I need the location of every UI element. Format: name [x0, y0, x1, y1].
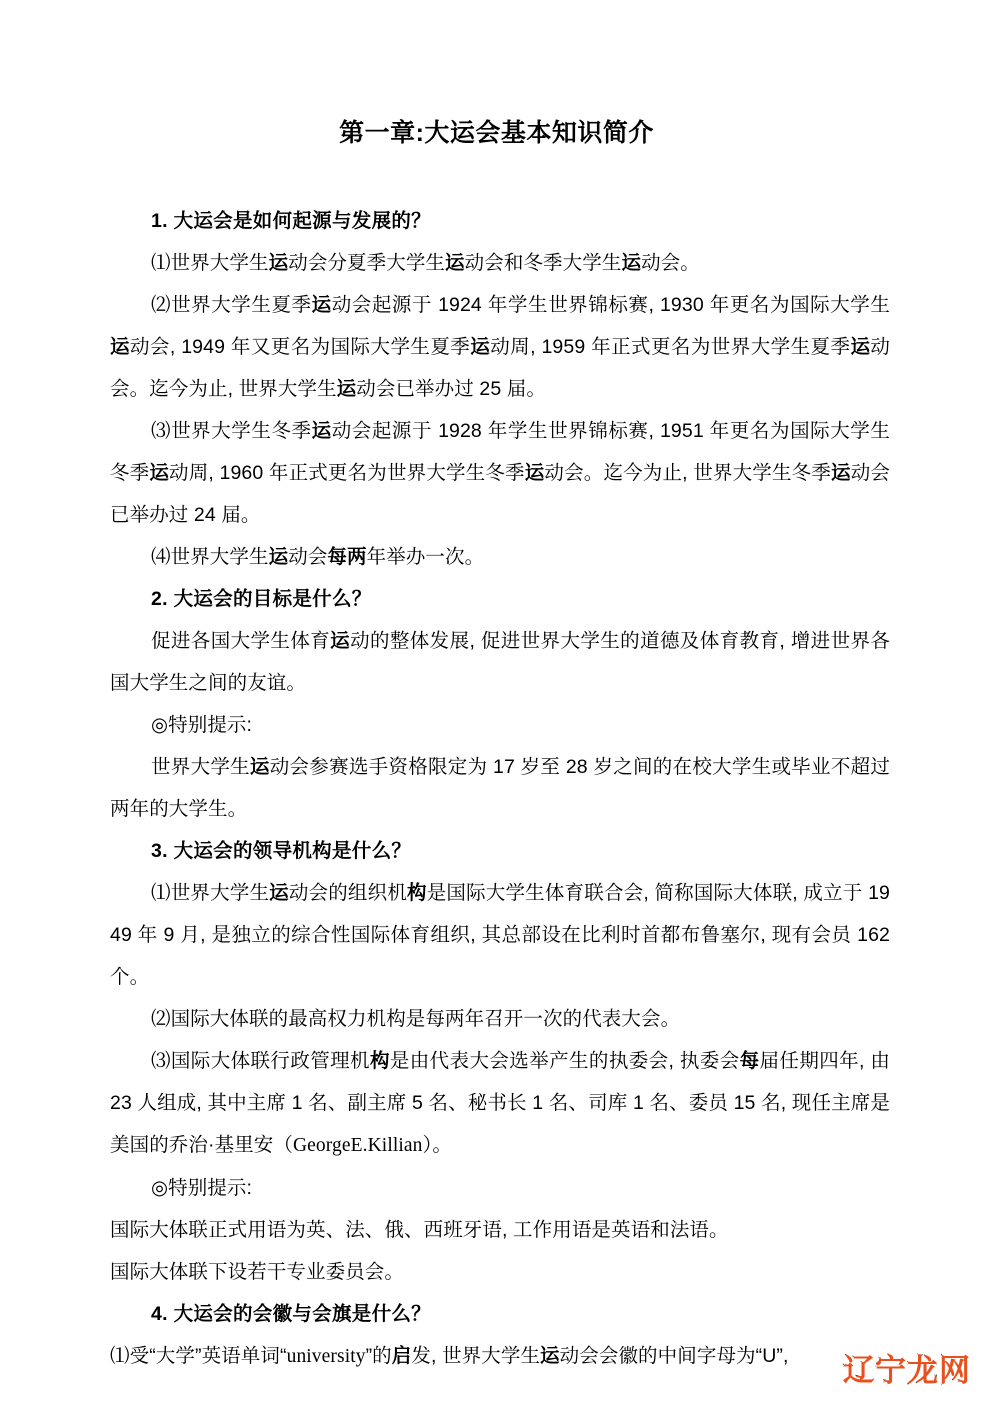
- paragraph-2-tip-1: [110, 746, 890, 830]
- site-watermark: [843, 1355, 971, 1386]
- run-emphasis: 运: [850, 336, 871, 358]
- section-heading-1-text: 1. 大运会是如何起源与发展的？: [151, 210, 431, 232]
- run-text: ⑴受“大学”英语单词“: [110, 1345, 287, 1367]
- run-text: 动周, 1959 年正式更名为世界大学生夏季: [490, 336, 851, 358]
- run-emphasis: 运: [311, 420, 332, 442]
- run-emphasis: 运: [311, 294, 332, 316]
- run-text: ⑵国际大体联的最高权力机构是每两年召开一次的代表大会。: [151, 1008, 681, 1030]
- run-text: 动会参赛选手资格限定为 17 岁至 28 岁之间的在校大学生或毕业不超过两年的大学生。: [110, 756, 890, 820]
- paragraph-2-1: [110, 620, 890, 704]
- run-text: ⑶世界大学生冬季: [151, 420, 312, 442]
- paragraph-3-2: [110, 998, 890, 1040]
- run-text: 是由代表大会选举产生的执委会, 执委会: [389, 1050, 740, 1072]
- paragraph-4-1: [110, 1335, 890, 1378]
- paragraph-1-2: [110, 284, 890, 410]
- document-body: [110, 200, 890, 1378]
- run-text: 动会的组织机: [288, 882, 408, 904]
- page-title: 第一章:大运会基本知识简介: [339, 119, 654, 147]
- run-emphasis: 运: [540, 1345, 560, 1367]
- run-text: 促进各国大学生体育: [151, 630, 331, 652]
- run-emphasis: 运: [330, 630, 351, 652]
- run-emphasis: 运: [336, 378, 357, 400]
- run-emphasis: 每两: [327, 546, 367, 568]
- run-text: ⑷世界大学生: [151, 546, 269, 568]
- run-text: 动会已举办过 24 届。: [110, 462, 890, 526]
- run-text: 国际大体联下设若干专业委员会。: [110, 1261, 405, 1283]
- section-heading-2-text: 2. 大运会的目标是什么？: [151, 588, 372, 610]
- special-tip-label-3: [110, 1167, 890, 1209]
- run-emphasis: 运: [268, 252, 289, 274]
- special-tip-label-2: [110, 704, 890, 746]
- run-latin-word: university: [286, 1346, 366, 1367]
- run-text: 是国际大学生体育联合会, 简称国际大体联, 成立于 1949 年 9 月, 是独立的综合性国际体育组织, 其总部设在比利时首都布鲁塞尔, 现有会员 162 个。: [110, 882, 890, 988]
- run-emphasis: 运: [621, 252, 642, 274]
- special-tip-icon-text: ◎特别提示:: [151, 714, 253, 736]
- run-text: ⑴世界大学生: [151, 252, 269, 274]
- section-heading-2: [110, 578, 890, 620]
- run-text: 动会。迄今为止, 世界大学生冬季: [544, 462, 832, 484]
- paragraph-3-1: [110, 872, 890, 998]
- paragraph-3-tip-2: [110, 1251, 890, 1293]
- run-emphasis: 每: [739, 1050, 760, 1072]
- run-text: ⑴世界大学生: [151, 882, 270, 904]
- run-text: 动会分夏季大学生: [288, 252, 446, 274]
- run-latin-name: GeorgeE.Killian: [293, 1135, 423, 1156]
- run-text: 动会起源于 1924 年学生世界锦标赛, 1930 年更名为国际大学生: [331, 294, 890, 316]
- run-text: 动周, 1960 年正式更名为世界大学生冬季: [169, 462, 525, 484]
- run-text: ”的: [365, 1345, 392, 1367]
- paragraph-1-3: [110, 410, 890, 536]
- run-text: 动会和冬季大学生: [464, 252, 622, 274]
- run-emphasis: 运: [445, 252, 465, 274]
- section-heading-1: [110, 200, 890, 242]
- run-text: 动的整体发展, 促进世界大学生的道德及体育教育, 增进世界各国大学生之间的友谊。: [110, 630, 890, 694]
- run-text: ⑶国际大体联行政管理机: [151, 1050, 370, 1072]
- run-emphasis: 运: [110, 336, 130, 358]
- run-text: 发, 世界大学生: [411, 1345, 541, 1367]
- run-emphasis: 运: [524, 462, 545, 484]
- run-text: 动会。迄今为止, 世界大学生: [110, 336, 890, 400]
- watermark-text: 辽宁龙网: [843, 1353, 971, 1388]
- run-text: 世界大学生: [151, 756, 250, 778]
- run-text: 动会会徽的中间字母为“U”,: [559, 1345, 789, 1367]
- section-heading-3: [110, 830, 890, 872]
- run-text: 动会, 1949 年又更名为国际大学生夏季: [129, 336, 471, 358]
- paragraph-1-4: [110, 536, 890, 578]
- run-text: ）。: [422, 1134, 452, 1156]
- run-text: 动会。: [641, 252, 700, 274]
- run-text: 动会起源于 1928 年学生世界锦标赛, 1951 年更名为国际大学生冬季: [110, 420, 890, 484]
- run-emphasis: 构: [407, 882, 427, 904]
- run-text: 届任期四年, 由 23 人组成, 其中主席 1 名、副主席 5 名、秘书长 1 名、司库 1 名、委员 15 名, 现任主席是美国的乔治·基里安（: [110, 1050, 890, 1156]
- run-text: 年举办一次。: [366, 546, 485, 568]
- run-emphasis: 构: [369, 1050, 390, 1072]
- run-emphasis: 运: [268, 546, 289, 568]
- run-text: 动会: [288, 546, 328, 568]
- run-text: ⑵世界大学生夏季: [151, 294, 312, 316]
- run-emphasis: 启: [391, 1345, 412, 1367]
- run-emphasis: 运: [249, 756, 270, 778]
- section-heading-4-text: 4. 大运会的会徽与会旗是什么？: [151, 1303, 431, 1325]
- special-tip-icon-text: ◎特别提示:: [151, 1177, 253, 1199]
- run-emphasis: 运: [831, 462, 851, 484]
- section-heading-3-text: 3. 大运会的领导机构是什么？: [151, 840, 412, 862]
- run-emphasis: 运: [149, 462, 170, 484]
- paragraph-3-3: [110, 1040, 890, 1167]
- run-emphasis: 运: [470, 336, 491, 358]
- paragraph-1-1: [110, 242, 890, 284]
- paragraph-3-tip-1: [110, 1209, 890, 1251]
- run-text: 国际大体联正式用语为英、法、俄、西班牙语, 工作用语是英语和法语。: [110, 1219, 729, 1241]
- section-heading-4: [110, 1293, 890, 1335]
- run-emphasis: 运: [269, 882, 289, 904]
- run-text: 动会已举办过 25 届。: [356, 378, 546, 400]
